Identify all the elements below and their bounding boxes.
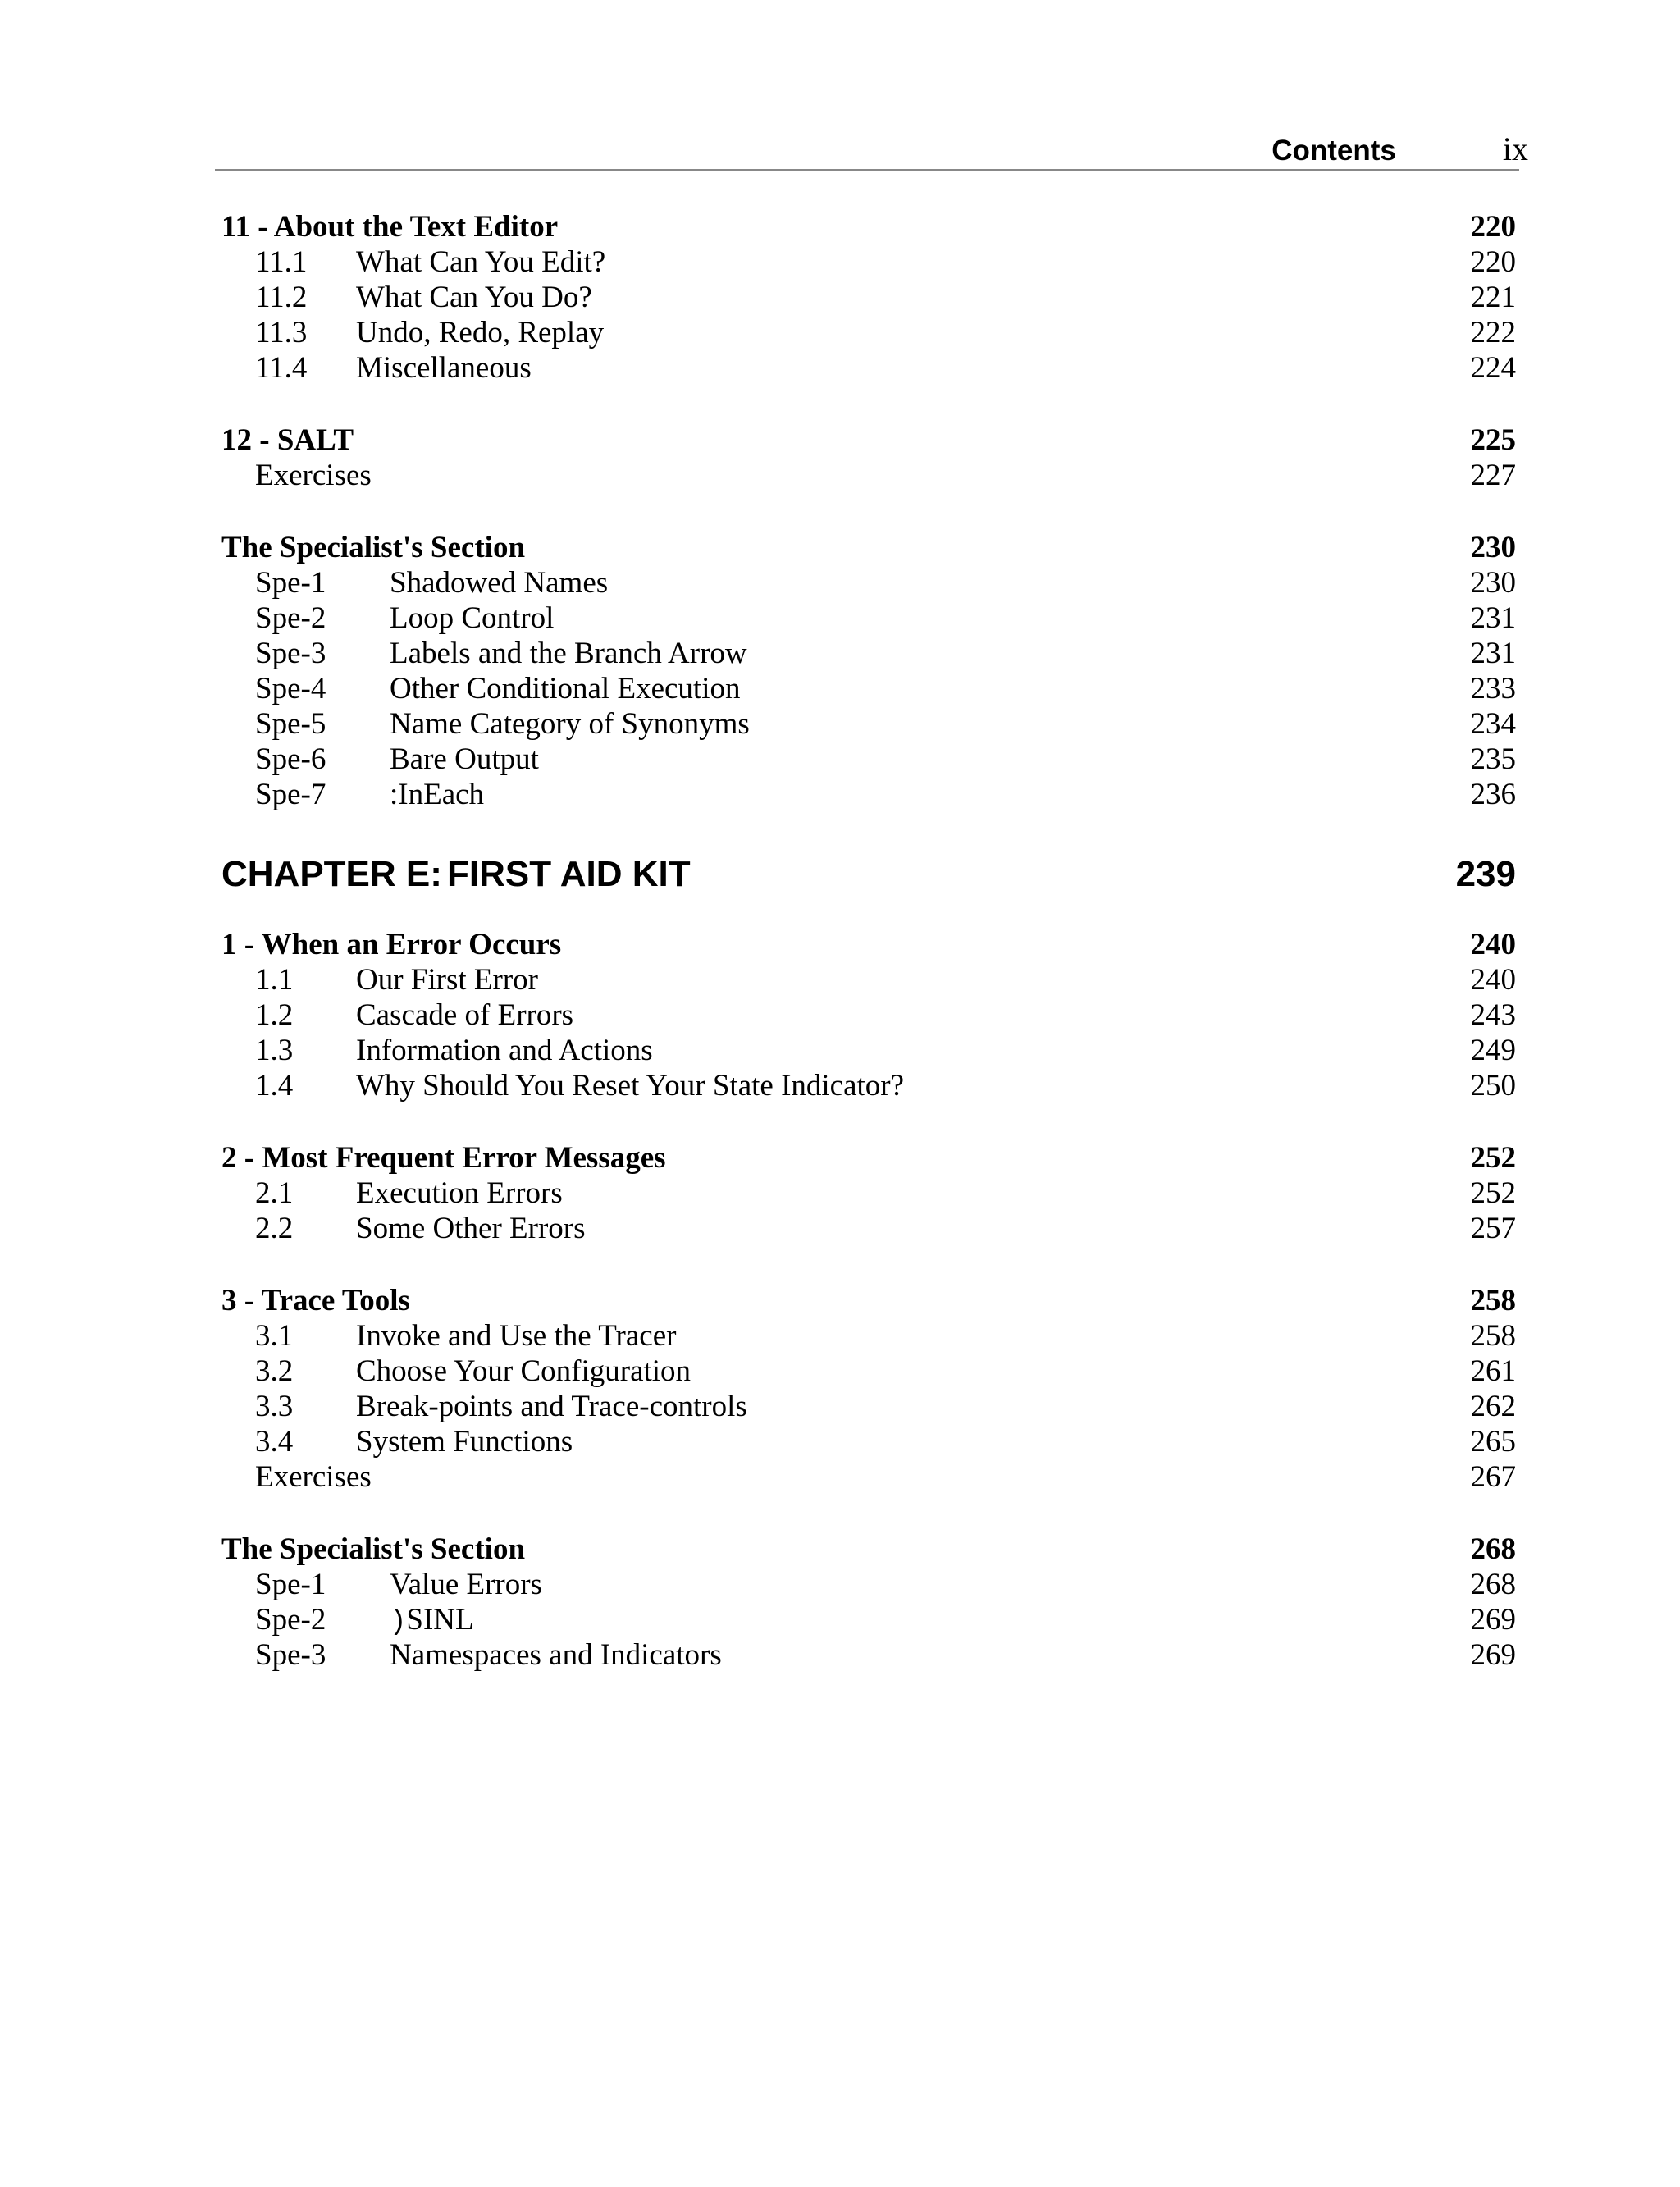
toc-section-heading — [221, 927, 1516, 962]
toc-entry — [221, 1424, 1516, 1459]
toc-entry — [221, 458, 1516, 493]
toc-entry-number: Spe-3 — [255, 1638, 326, 1672]
toc-entry-number: Spe-3 — [255, 637, 326, 670]
toc-entry-title: Our First Error — [356, 963, 538, 997]
toc-entry-page: 262 — [1470, 1390, 1516, 1423]
toc-entry-number: Spe-2 — [255, 601, 326, 635]
toc-entry-title: Miscellaneous — [356, 351, 532, 385]
toc-entry — [221, 350, 1516, 386]
toc-entry-page: 230 — [1470, 566, 1516, 600]
toc-entry-title: Loop Control — [390, 601, 555, 635]
toc-entry-number: Spe-1 — [255, 1568, 326, 1601]
toc-entry-page: 243 — [1470, 998, 1516, 1032]
toc-entry-page: 235 — [1470, 742, 1516, 776]
toc-entry — [221, 1602, 1516, 1637]
toc-entry-page: 250 — [1470, 1069, 1516, 1103]
toc-entry-page: 233 — [1470, 672, 1516, 705]
toc-section-heading — [221, 1532, 1516, 1567]
toc-entry-page: 267 — [1470, 1460, 1516, 1494]
toc-entry-page: 249 — [1470, 1034, 1516, 1067]
toc-heading-page: 252 — [1470, 1141, 1516, 1175]
toc-entry-title: Invoke and Use the Tracer — [356, 1319, 677, 1353]
toc-entry-title: Exercises — [255, 1460, 372, 1494]
toc-entry — [221, 998, 1516, 1033]
toc-entry-number: 3.3 — [255, 1390, 294, 1423]
toc-entry-title: Namespaces and Indicators — [390, 1638, 722, 1672]
page-number: ix — [1502, 130, 1528, 167]
toc-entry-page: 261 — [1470, 1354, 1516, 1388]
toc-entry-page: 234 — [1470, 707, 1516, 741]
toc-entry-page: 252 — [1470, 1176, 1516, 1210]
toc-entry-number: 11.2 — [255, 281, 308, 314]
toc-entry — [221, 1459, 1516, 1495]
running-title: Contents — [1271, 135, 1396, 167]
toc-entry — [221, 1176, 1516, 1211]
toc-entry-page: 220 — [1470, 245, 1516, 279]
toc-entry-page: 236 — [1470, 778, 1516, 811]
toc-section-heading — [221, 1283, 1516, 1318]
toc-entry — [221, 565, 1516, 600]
table-of-contents — [221, 209, 1516, 1710]
toc-entry-number: 3.4 — [255, 1425, 294, 1459]
toc-entry-title: Labels and the Branch Arrow — [390, 637, 747, 670]
toc-entry-number: 2.2 — [255, 1212, 294, 1245]
toc-entry — [221, 742, 1516, 777]
toc-entry-title: Shadowed Names — [390, 566, 609, 600]
toc-entry-title: Bare Output — [390, 742, 539, 776]
toc-section-heading — [221, 1140, 1516, 1176]
toc-entry-title: Other Conditional Execution — [390, 672, 741, 705]
toc-entry — [221, 962, 1516, 998]
toc-entry-title: Value Errors — [390, 1568, 542, 1601]
toc-section — [221, 209, 1516, 386]
toc-entry-page: 224 — [1470, 351, 1516, 385]
toc-heading-page: 225 — [1470, 423, 1516, 457]
toc-entry-title: Break-points and Trace-controls — [356, 1390, 747, 1423]
chapter-label: CHAPTER E: — [221, 854, 442, 894]
toc-entry-number: Spe-4 — [255, 672, 326, 705]
toc-entry-page: 268 — [1470, 1568, 1516, 1601]
toc-entry-number: Spe-2 — [255, 1603, 326, 1637]
toc-entry-title — [390, 1602, 474, 1641]
toc-section-heading — [221, 530, 1516, 565]
toc-entry-title-text: SINL — [406, 1603, 474, 1637]
toc-entry-title: Exercises — [255, 459, 372, 492]
toc-entry — [221, 1068, 1516, 1103]
toc-entry-page: 269 — [1470, 1638, 1516, 1672]
toc-heading-title: 2 - Most Frequent Error Messages — [221, 1141, 666, 1175]
toc-entry-number: 3.2 — [255, 1354, 294, 1388]
toc-entry-page: 231 — [1470, 601, 1516, 635]
toc-section — [221, 1140, 1516, 1246]
toc-entry-page: 258 — [1470, 1319, 1516, 1353]
header-rule — [215, 169, 1519, 171]
toc-entry — [221, 1567, 1516, 1602]
toc-entry-number: Spe-5 — [255, 707, 326, 741]
toc-entry-page: 240 — [1470, 963, 1516, 997]
toc-entry — [221, 777, 1516, 812]
toc-section — [221, 422, 1516, 493]
toc-entry-title: System Functions — [356, 1425, 573, 1459]
toc-entry-title: Name Category of Synonyms — [390, 707, 750, 741]
toc-entry-title-prefix: ) — [390, 1607, 407, 1638]
toc-heading-page: 230 — [1470, 531, 1516, 564]
chapter-title: FIRST AID KIT — [447, 854, 691, 894]
toc-heading-page: 240 — [1470, 928, 1516, 961]
toc-section — [221, 927, 1516, 1103]
toc-heading-title: The Specialist's Section — [221, 531, 526, 564]
toc-entry-number: 3.1 — [255, 1319, 294, 1353]
toc-entry — [221, 636, 1516, 671]
toc-section — [221, 530, 1516, 812]
toc-entry-number: 11.1 — [255, 245, 308, 279]
toc-entry-number: 2.1 — [255, 1176, 294, 1210]
toc-entry-number: 1.4 — [255, 1069, 294, 1103]
toc-entry-page: 221 — [1470, 281, 1516, 314]
toc-entry-title: Information and Actions — [356, 1034, 653, 1067]
toc-entry-title: Choose Your Configuration — [356, 1354, 692, 1388]
toc-heading-title: 3 - Trace Tools — [221, 1284, 410, 1317]
toc-entry-number: 1.3 — [255, 1034, 294, 1067]
toc-entry — [221, 1211, 1516, 1246]
toc-entry-number: 11.4 — [255, 351, 308, 385]
toc-entry — [221, 1389, 1516, 1424]
toc-entry-title: Cascade of Errors — [356, 998, 574, 1032]
toc-entry-number: Spe-6 — [255, 742, 326, 776]
toc-heading-title: 11 - About the Text Editor — [221, 210, 559, 244]
chapter-heading — [221, 850, 1516, 899]
toc-entry-page: 257 — [1470, 1212, 1516, 1245]
toc-entry-title: Some Other Errors — [356, 1212, 586, 1245]
toc-entry-title: Undo, Redo, Replay — [356, 316, 605, 349]
toc-entry-number: Spe-7 — [255, 778, 326, 811]
toc-entry-title: Why Should You Reset Your State Indicator? — [356, 1069, 905, 1103]
toc-entry-page: 222 — [1470, 316, 1516, 349]
toc-entry-page: 269 — [1470, 1603, 1516, 1637]
running-head — [1271, 130, 1528, 168]
toc-entry-page: 265 — [1470, 1425, 1516, 1459]
toc-entry — [221, 1637, 1516, 1673]
toc-heading-title: 1 - When an Error Occurs — [221, 928, 562, 961]
toc-heading-page: 258 — [1470, 1284, 1516, 1317]
toc-entry — [221, 1318, 1516, 1354]
toc-heading-page: 268 — [1470, 1532, 1516, 1566]
toc-section-heading — [221, 209, 1516, 244]
toc-heading-title: The Specialist's Section — [221, 1532, 526, 1566]
toc-entry-number: Spe-1 — [255, 566, 326, 600]
toc-entry-page: 227 — [1470, 459, 1516, 492]
toc-section-heading — [221, 422, 1516, 458]
toc-entry — [221, 671, 1516, 706]
chapter-page: 239 — [1455, 854, 1516, 894]
toc-entry — [221, 244, 1516, 280]
toc-entry-number: 1.2 — [255, 998, 294, 1032]
toc-entry — [221, 706, 1516, 742]
toc-entry — [221, 1354, 1516, 1389]
toc-entry-title: What Can You Edit? — [356, 245, 606, 279]
toc-heading-page: 220 — [1470, 210, 1516, 244]
toc-entry-title: Execution Errors — [356, 1176, 563, 1210]
toc-entry-title: What Can You Do? — [356, 281, 592, 314]
toc-heading-title: 12 - SALT — [221, 423, 354, 457]
toc-entry — [221, 315, 1516, 350]
toc-section — [221, 1283, 1516, 1495]
toc-section — [221, 1532, 1516, 1673]
toc-entry-number: 1.1 — [255, 963, 294, 997]
toc-entry-number: 11.3 — [255, 316, 308, 349]
toc-entry-title: :InEach — [390, 778, 485, 811]
toc-entry — [221, 280, 1516, 315]
toc-entry — [221, 600, 1516, 636]
toc-entry — [221, 1033, 1516, 1068]
toc-entry-page: 231 — [1470, 637, 1516, 670]
